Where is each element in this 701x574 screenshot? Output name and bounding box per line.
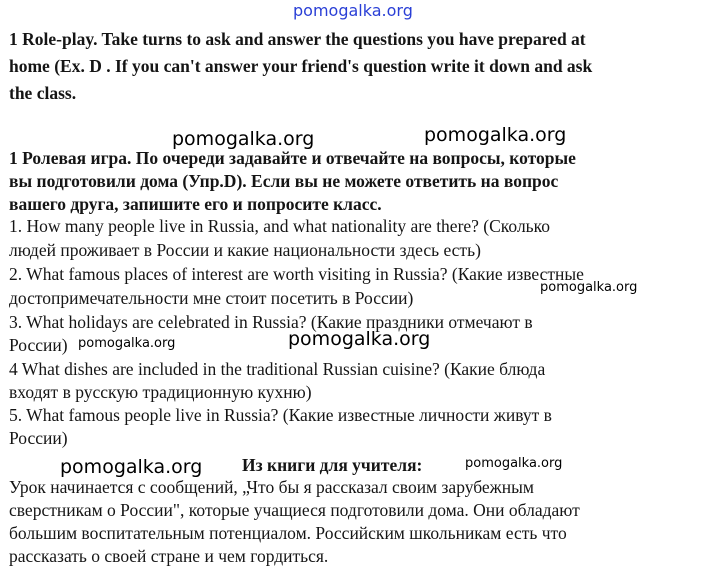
watermark: pomogalka.org — [172, 128, 315, 150]
question-3-line: России) — [9, 335, 68, 355]
question-4-line: входят в русскую традиционную кухню) — [9, 382, 312, 402]
question-2-line: достопримечательности мне стоит посетить в России) — [9, 288, 414, 308]
english-task-line: home (Ex. D . If you can't answer your friend's question write it down and ask — [9, 56, 593, 76]
teacher-book-heading: Из книги для учителя: — [242, 455, 423, 475]
english-task-line: the class. — [9, 83, 77, 103]
watermark: pomogalka.org — [424, 124, 567, 146]
question-1-line: 1. How many people live in Russia, and what nationality are there? (Сколько — [9, 216, 551, 236]
russian-task-line: 1 Ролевая игра. По очереди задавайте и отвечайте на вопросы, которые — [9, 148, 576, 168]
teacher-book-line: большим воспитательным потенциалом. Российским школьникам есть что — [9, 523, 567, 543]
watermark: pomogalka.org — [465, 456, 563, 471]
watermark: pomogalka.org — [60, 456, 203, 478]
question-2-line: 2. What famous places of interest are worth visiting in Russia? (Какие известные — [9, 264, 584, 284]
teacher-book-line: рассказать о своей стране и чем гордиться. — [9, 546, 329, 566]
watermark: pomogalka.org — [540, 280, 638, 295]
question-1-line: людей проживает в России и какие национальности здесь есть) — [9, 240, 481, 260]
teacher-book-line: сверстникам о России", которые учащиеся подготовили дома. Они обладают — [9, 500, 580, 520]
watermark: pomogalka.org — [288, 328, 431, 350]
russian-task-line: вы подготовили дома (Упр.D). Если вы не можете ответить на вопрос — [9, 171, 559, 191]
english-task-line: 1 Role-play. Take turns to ask and answer the questions you have prepared at — [9, 29, 586, 49]
watermark: pomogalka.org — [78, 336, 176, 351]
russian-task-line: вашего друга, запишите его и попросите класс. — [9, 194, 382, 214]
question-3-line: 3. What holidays are celebrated in Russia? (Какие праздники отмечают в — [9, 312, 533, 332]
question-5-line: 5. What famous people live in Russia? (Какие известные личности живут в — [9, 405, 552, 425]
question-4-line: 4 What dishes are included in the traditional Russian cuisine? (Какие блюда — [9, 359, 546, 379]
watermark-top: pomogalka.org — [293, 1, 413, 20]
teacher-book-line: Урок начинается с сообщений, „Что бы я рассказал своим зарубежным — [9, 477, 534, 497]
question-5-line: России) — [9, 428, 68, 448]
